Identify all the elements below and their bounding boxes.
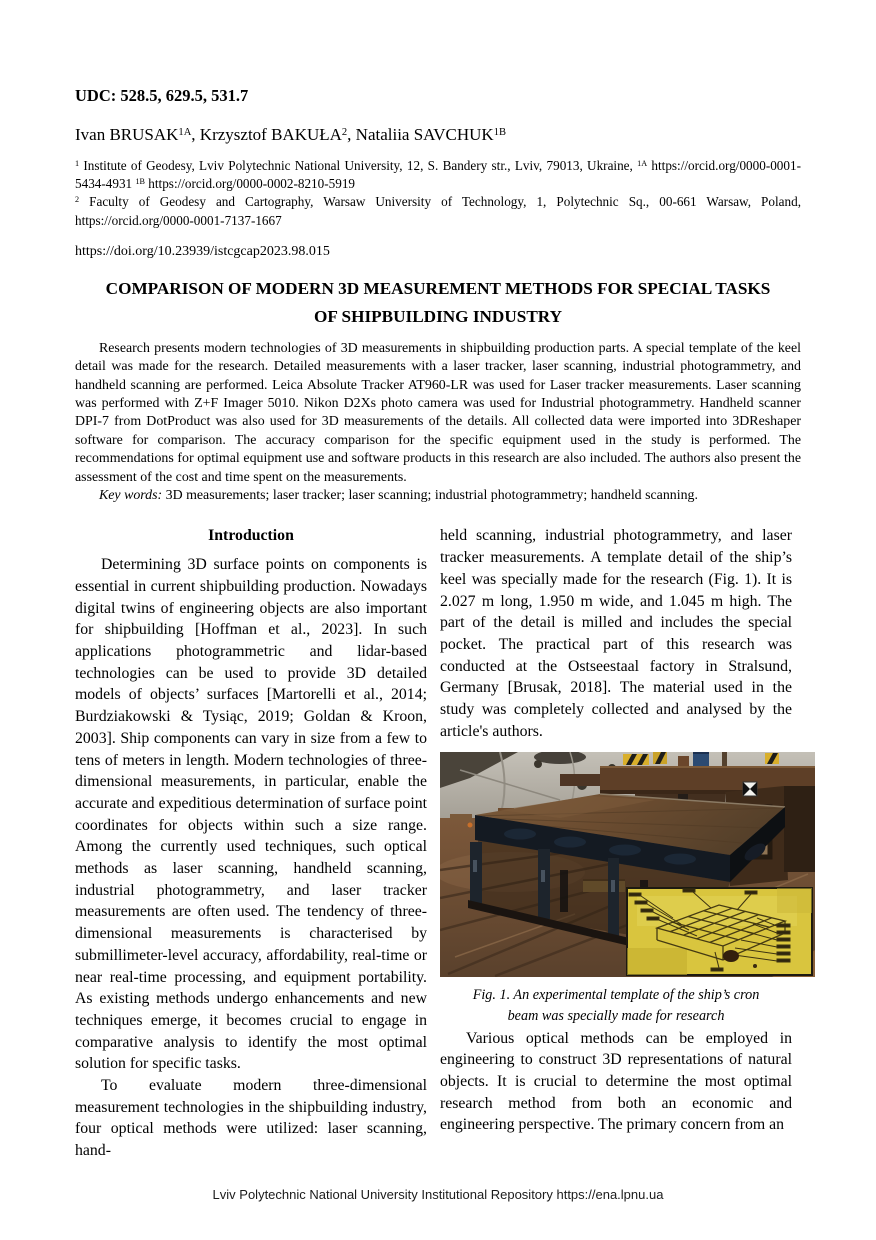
figure-1-caption (440, 985, 792, 1028)
affiliation-2-text: Faculty of Geodesy and Cartography, Warsaw University of Technology, 1, Polytechnic Sq., 00-661 Warsaw, Poland, https://orcid.org/0000-0001-7137-1667 (75, 194, 801, 228)
survey-target-icon (743, 782, 757, 796)
introduction-heading: Introduction (208, 527, 294, 545)
figure-1-caption-line-1: Fig. 1. An experimental template of the ship’s cron (472, 986, 760, 1003)
affiliation-1-text: Institute of Geodesy, Lviv Polytechnic National University, 12, S. Bandery str., Lviv, 79013, Ukraine, (79, 158, 638, 173)
author-1-superscript: 1A (178, 126, 192, 138)
body-paragraph-1: Determining 3D surface points on components is essential in current shipbuilding production. Nowadays digital twins of engineering objects are also important for shipbuilding [Hoffman et al., 2023]. In such applications photogrammetric and lidar-based technologies can be used to provide 3D detailed models of objects’ surfaces [Martorelli et al., 2014; Burdziakowski & Tysiąc, 2019; Goldan & Kroon, 2003]. Ship components can vary in size from a few to tens of meters in length. Modern technologies of three-dimensional measurements, in particular, enable the accurate and expeditious determination of surface point coordinates for objects within such a size range. Among the currently used techniques, such optical methods as laser scanning, handheld scanning, industrial photogrammetry, and laser tracker measurements are often used. The tendency of three-dimensional measurements is characterised by submillimeter-level accuracy, affordability, real-time or near real-time processing, and equipment portability. As existing methods undergo enhancements and new techniques emerge, it becomes crucial to engage in comparative analysis to identify the most optimal solution for specific tasks. (75, 556, 427, 1073)
keywords-label: Key words: (99, 488, 163, 504)
orcid-1b-url: https://orcid.org/0000-0002-8210-5919 (145, 176, 356, 192)
figure-1-photo (440, 752, 815, 977)
abstract (75, 340, 801, 506)
author-3-superscript: 1B (493, 126, 507, 138)
body-paragraph-4: Various optical methods can be employed in engineering to construct 3D representations of natural objects. It is crucial to determine the most optimal research method from both an economic and engineering perspective. The primary concern from an (440, 1029, 792, 1134)
affiliation-1-marker: 1 (75, 158, 80, 168)
keywords-text: 3D measurements; laser tracker; laser scanning; industrial photogrammetry; handheld scanning. (162, 488, 698, 504)
orcid-1a-marker: 1A (637, 158, 648, 168)
affiliation-2-marker: 2 (75, 195, 80, 205)
affiliation-2 (75, 193, 801, 229)
author-2-name: , Krzysztof BAKUŁA (191, 125, 342, 144)
author-3-name: , Nataliia SAVCHUK (347, 125, 494, 144)
paper-title (75, 275, 801, 331)
paper-title-line-2: OF SHIPBUILDING INDUSTRY (313, 306, 563, 326)
two-column-body (75, 525, 801, 1161)
orcid-1b-marker: 1B (135, 177, 145, 187)
doi-line: https://doi.org/10.23939/istcgcap2023.98.015 (75, 243, 330, 259)
affiliations (75, 157, 801, 230)
body-paragraph-2: To evaluate modern three-dimensional measurement technologies in the shipbuilding industry, four optical methods were utilized: laser scanning, hand- (75, 1077, 427, 1160)
inset-technical-drawing (627, 888, 812, 975)
right-column (440, 525, 792, 1161)
keywords-line (75, 487, 801, 505)
authors-line (75, 125, 801, 145)
author-1-name: Ivan BRUSAK (75, 125, 179, 144)
left-column (75, 525, 427, 1161)
orcid-1a-url: https://orcid.org/0000-0001-5434-4931 (75, 158, 801, 192)
paper-title-line-1: COMPARISON OF MODERN 3D MEASUREMENT METHODS FOR SPECIAL TASKS (105, 278, 771, 298)
footer-repository-line: Lviv Polytechnic National University Institutional Repository https://ena.lpnu.ua (212, 1187, 664, 1202)
abstract-paragraph: Research presents modern technologies of 3D measurements in shipbuilding production parts. A special template of the keel detail was made for the research. Detailed measurements with a laser tracker, laser scanning, industrial photogrammetry, and handheld scanning are performed. Leica Absolute Tracker AT960-LR was used for Laser tracker measurements. Laser scanning was performed with Z+F Imager 5010. Nikon D2Xs photo camera was used for Industrial photogrammetry. Handheld scanner DPI-7 from DotProduct was also used for 3D measurements of the details. All collected data were imported into 3DReshaper software for comparison. The accuracy comparison for the specific equipment used in the study is performed. The recommendations for optimal equipment use and software products in this research are also included. The authors also present the assessment of the cost and time spent on the measurements. (75, 340, 801, 485)
figure-1-caption-line-2: beam was specially made for research (507, 1008, 725, 1024)
udc-line: UDC: 528.5, 629.5, 531.7 (75, 86, 249, 105)
affiliation-1 (75, 157, 801, 193)
body-paragraph-3: held scanning, industrial photogrammetry, and laser tracker measurements. A template detail of the ship’s keel was specially made for the research (Fig. 1). It is 2.027 m long, 1.950 m wide, and 1.045 m high. The part of the detail is milled and includes the special pocket. The practical part of this research was conducted at the Ostseestaal factory in Stralsund, Germany [Brusak, 2018]. The material used in the study was completely collected and analysed by the article's authors. (440, 527, 792, 740)
figure-1-illustration (440, 752, 815, 977)
paper-content (75, 86, 801, 1162)
author-2-superscript: 2 (341, 126, 348, 138)
